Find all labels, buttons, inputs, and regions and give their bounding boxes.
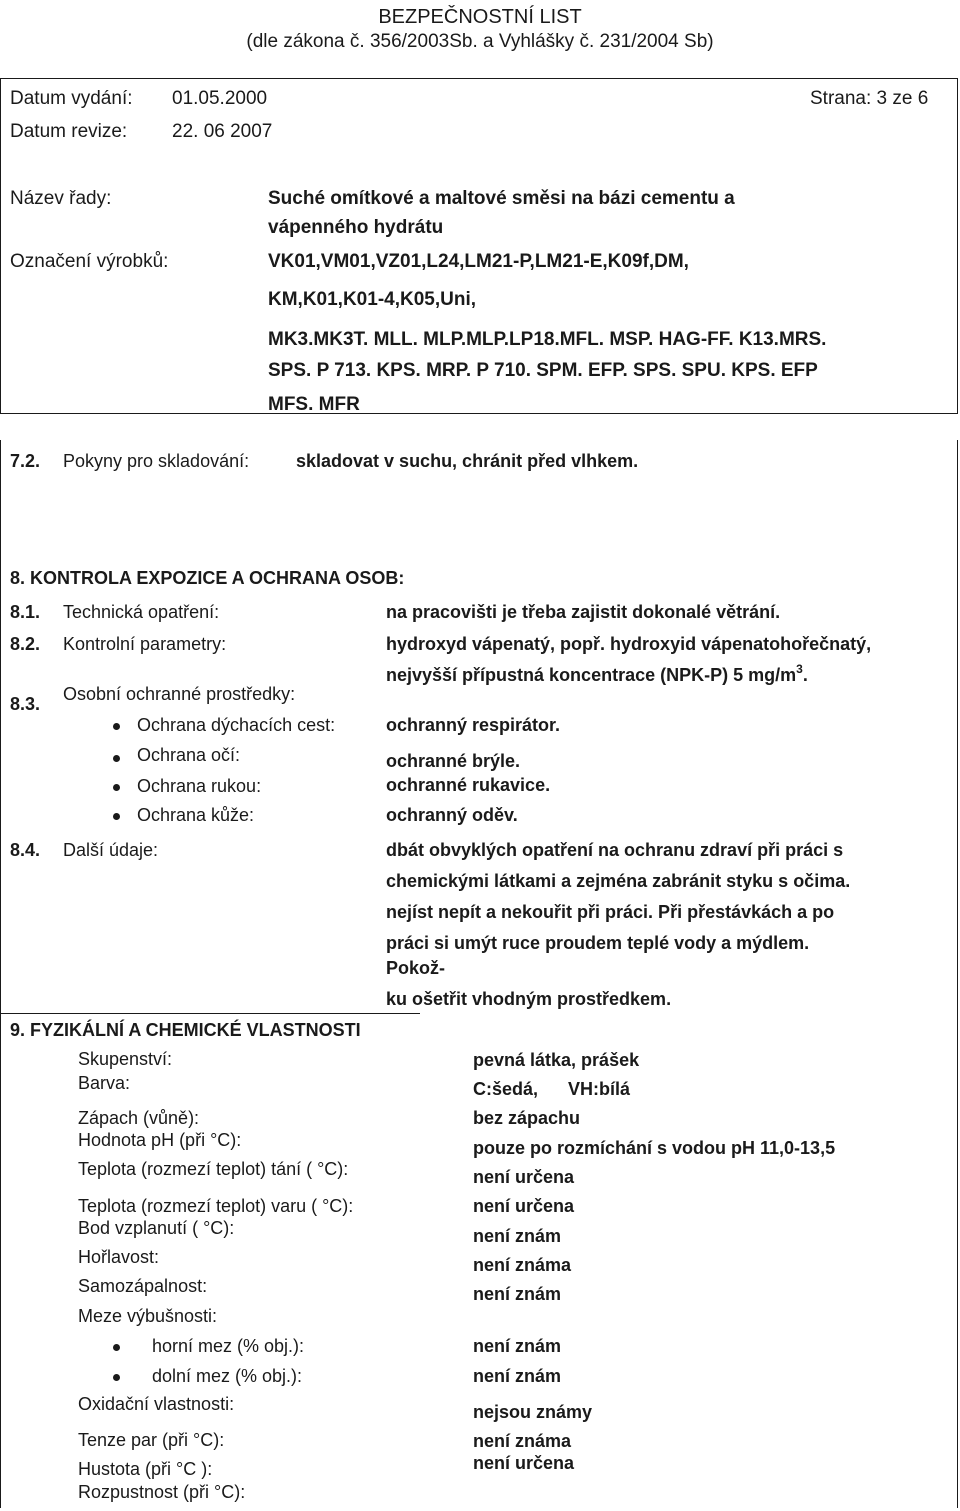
prop-lower-limit-label: dolní mez (% obj.): <box>152 1366 303 1386</box>
product-codes-line2: KM,K01,K01-4,K05,Uni, <box>268 289 477 310</box>
ppe-skin-value: ochranný oděv. <box>386 805 518 825</box>
prop-solubility-label: Rozpustnost (při °C): <box>78 1482 246 1502</box>
product-codes-line5: MFS. MFR <box>268 394 360 413</box>
prop-upper-limit-label: horní mez (% obj.): <box>152 1336 305 1356</box>
section-8-4-label: Další údaje: <box>63 840 159 860</box>
explosive-bullet-upper <box>113 1344 120 1351</box>
section-8-2-number: 8.2. <box>10 634 41 654</box>
section-8-2-value-line2 <box>386 662 808 686</box>
prop-flammability-value: není známa <box>473 1255 572 1275</box>
prop-upper-limit-value: není znám <box>473 1336 562 1356</box>
page-number: Strana: 3 ze 6 <box>810 88 929 109</box>
prop-lower-limit-value: není znám <box>473 1366 562 1386</box>
prop-boiling-value: není určena <box>473 1196 575 1216</box>
ppe-bullet-4 <box>113 813 120 820</box>
ppe-hands-value: ochranné rukavice. <box>386 775 551 795</box>
document-title: BEZPEČNOSTNÍ LIST <box>378 6 582 28</box>
product-codes-line4: SPS. P 713. KPS. MRP. P 710. SPM. EFP. SPS. SPU. KPS. EFP <box>268 360 818 381</box>
series-label: Název řady: <box>10 188 112 209</box>
body-right-rule <box>957 440 958 1508</box>
section-8-4-line5: Pokož- <box>386 958 446 978</box>
ppe-respiratory-value: ochranný respirátor. <box>386 715 561 735</box>
section-8-4-line2: chemickými látkami a zejména zabránit styku s očima. <box>386 871 851 891</box>
series-value-line1: Suché omítkové a maltové směsi na bázi cementu a <box>268 188 735 209</box>
prop-autoignition-value: není znám <box>473 1284 562 1304</box>
section-8-4-line1: dbát obvyklých opatření na ochranu zdraví při práci s <box>386 840 844 860</box>
prop-autoignition-label: Samozápalnost: <box>78 1276 208 1296</box>
npk-period: . <box>802 665 808 685</box>
prop-color-label: Barva: <box>78 1073 131 1093</box>
explosive-bullet-lower <box>113 1374 120 1381</box>
section-7-2-number: 7.2. <box>10 451 41 471</box>
ppe-bullet-3 <box>113 784 120 791</box>
section-8-2-label: Kontrolní parametry: <box>63 634 227 654</box>
prop-explosive-limits-label: Meze výbušnosti: <box>78 1306 218 1326</box>
section-8-3-label: Osobní ochranné prostředky: <box>63 684 296 704</box>
prop-odor-label: Zápach (vůně): <box>78 1108 200 1128</box>
section-8-4-number: 8.4. <box>10 840 41 860</box>
section-8-4-line6: ku ošetřit vhodným prostředkem. <box>386 989 672 1009</box>
ppe-eyes-label: Ochrana očí: <box>137 745 241 765</box>
prop-oxidizing-label: Oxidační vlastnosti: <box>78 1394 235 1414</box>
section-8-4-line3: nejíst nepít a nekouřit při práci. Při přestávkách a po <box>386 902 835 922</box>
series-value-line2: vápenného hydrátu <box>268 217 444 238</box>
ppe-bullet-1 <box>113 723 120 730</box>
section-8-4-line4: práci si umýt ruce proudem teplé vody a mýdlem. <box>386 933 810 953</box>
section-8-2-value-line1: hydroxyd vápenatý, popř. hydroxyid vápenatohořečnatý, <box>386 634 872 654</box>
frame-right-rule <box>957 78 958 414</box>
prop-ph-label: Hodnota pH (při °C): <box>78 1130 242 1150</box>
prop-color-value: C:šedá, VH:bílá <box>473 1079 631 1099</box>
npk-text: nejvyšší přípustná koncentrace (NPK-P) 5 mg/m <box>386 665 797 685</box>
prop-oxidizing-value: nejsou známy <box>473 1402 593 1422</box>
document-subtitle: (dle zákona č. 356/2003Sb. a Vyhlášky č. 231/2004 Sb) <box>246 31 714 52</box>
prop-vapor-pressure-label: Tenze par (při °C): <box>78 1430 225 1450</box>
product-codes-line1: VK01,VM01,VZ01,L24,LM21-P,LM21-E,K09f,DM, <box>268 251 689 272</box>
revision-date-label: Datum revize: <box>10 121 128 142</box>
section-9-heading: 9. FYZIKÁLNÍ A CHEMICKÉ VLASTNOSTI <box>10 1020 361 1040</box>
section-8-heading: 8. KONTROLA EXPOZICE A OCHRANA OSOB: <box>10 568 405 588</box>
ppe-skin-label: Ochrana kůže: <box>137 805 255 825</box>
frame-top-rule <box>0 78 958 79</box>
issue-date-value: 01.05.2000 <box>172 88 268 109</box>
prop-ph-value: pouze po rozmíchání s vodou pH 11,0-13,5 <box>473 1138 836 1158</box>
ppe-hands-label: Ochrana rukou: <box>137 776 262 796</box>
prop-odor-value: bez zápachu <box>473 1108 581 1128</box>
frame-left-rule <box>0 78 1 414</box>
prop-vapor-pressure-value: není známa <box>473 1431 572 1451</box>
ppe-respiratory-label: Ochrana dýchacích cest: <box>137 715 336 735</box>
npk-superscript: 3 <box>796 662 803 676</box>
prop-state-value: pevná látka, prášek <box>473 1050 640 1070</box>
revision-date-value: 22. 06 2007 <box>172 121 273 142</box>
section-8-3-number: 8.3. <box>10 694 41 714</box>
ppe-bullet-2 <box>113 755 120 762</box>
prop-flash-point-value: není znám <box>473 1226 562 1246</box>
frame-bottom-rule <box>0 413 958 414</box>
section-8-1-label: Technická opatření: <box>63 602 220 622</box>
section-7-2-value: skladovat v suchu, chránit před vlhkem. <box>296 451 639 471</box>
prop-flammability-label: Hořlavost: <box>78 1247 160 1267</box>
prop-state-label: Skupenství: <box>78 1049 173 1069</box>
section-8-1-number: 8.1. <box>10 602 41 622</box>
ppe-eyes-value: ochranné brýle. <box>386 751 521 771</box>
product-codes-label: Označení výrobků: <box>10 251 169 272</box>
prop-density-label: Hustota (při °C ): <box>78 1459 213 1479</box>
section-7-2-label: Pokyny pro skladování: <box>63 451 250 471</box>
prop-flash-point-label: Bod vzplanutí ( °C): <box>78 1218 235 1238</box>
prop-melting-label: Teplota (rozmezí teplot) tání ( °C): <box>78 1159 349 1179</box>
prop-melting-value: není určena <box>473 1167 575 1187</box>
body-left-rule <box>0 440 1 1508</box>
product-codes-line3: MK3.MK3T. MLL. MLP.MLP.LP18.MFL. MSP. HAG-FF. K13.MRS. <box>268 329 827 350</box>
prop-density-value: není určena <box>473 1453 575 1473</box>
issue-date-label: Datum vydání: <box>10 88 133 109</box>
section-9-top-rule <box>0 1013 420 1014</box>
section-8-1-value: na pracovišti je třeba zajistit dokonalé větrání. <box>386 602 781 622</box>
prop-boiling-label: Teplota (rozmezí teplot) varu ( °C): <box>78 1196 354 1216</box>
